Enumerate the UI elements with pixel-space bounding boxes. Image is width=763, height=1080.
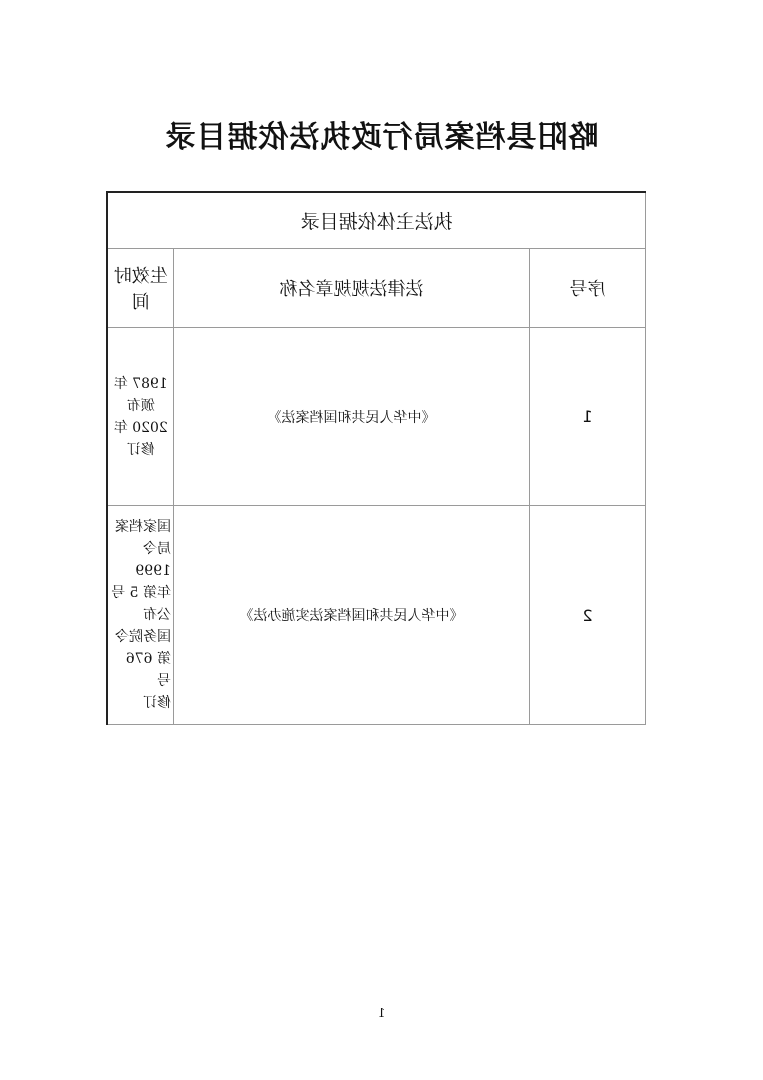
effective-time-line: 国务院令第 676 号 — [115, 629, 171, 689]
effective-time-line: 修订 — [143, 695, 171, 711]
column-header-index: 序号 — [530, 249, 646, 328]
row-effective-time — [108, 328, 174, 506]
row-effective-time — [108, 506, 174, 725]
effective-time-line: 2020 年修订 — [113, 419, 168, 458]
effective-time-line: 年第 5 号公布 — [111, 585, 171, 623]
table-row — [108, 328, 646, 506]
effective-time-line: 国家档案局令 1999 — [115, 519, 171, 579]
row-index: 2 — [530, 506, 646, 725]
column-header-law-name: 法律法规规章名称 — [174, 249, 530, 328]
law-basis-table — [107, 191, 647, 725]
table-row — [108, 506, 646, 725]
row-law-name: 《中华人民共和国档案法》 — [174, 328, 530, 506]
row-index: 1 — [530, 328, 646, 506]
page-number: 1 — [377, 1006, 386, 1020]
page-title: 略阳县档案局行政执法依据目录 — [164, 120, 599, 155]
effective-time-line: 1987 年颁布 — [113, 375, 168, 414]
row-law-name: 《中华人民共和国档案法实施办法》 — [174, 506, 530, 725]
table-section-header: 执法主体依据目录 — [108, 192, 646, 249]
column-header-effective-time: 生效时间 — [108, 249, 174, 328]
